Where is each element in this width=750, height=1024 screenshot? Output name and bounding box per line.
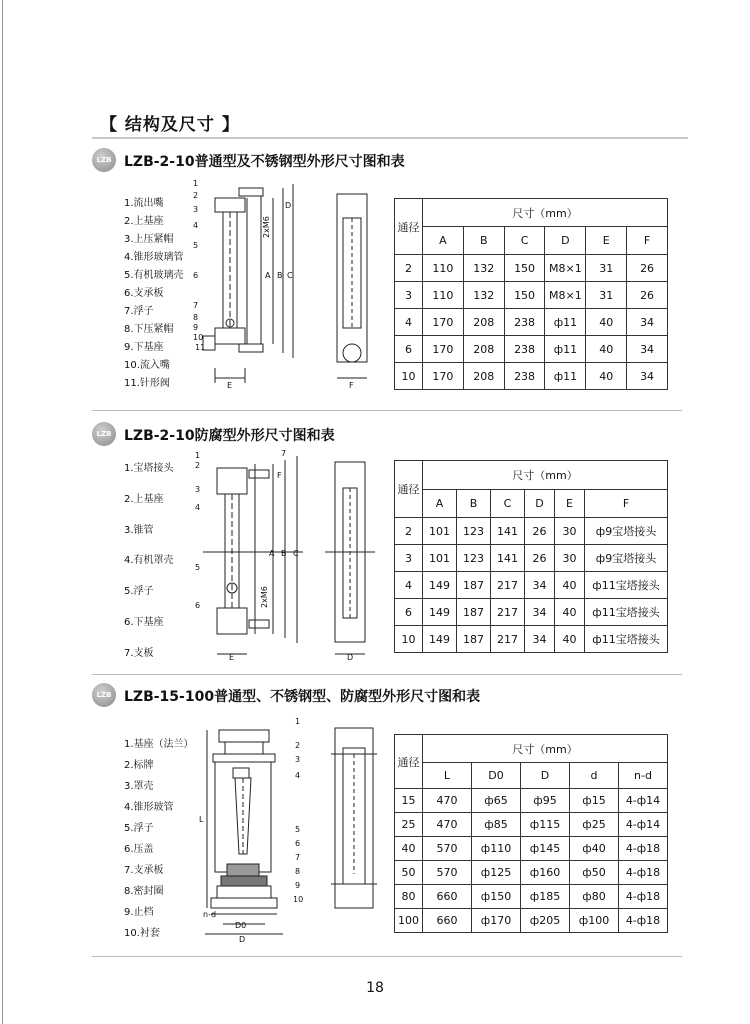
legend-item: 7.支承板 (124, 865, 164, 876)
table-cell: 40 (555, 572, 585, 599)
diagram-label: 9 (295, 881, 301, 890)
table-cell: 26 (525, 518, 555, 545)
diagram-label: 1 (295, 717, 301, 726)
table-row (395, 255, 668, 282)
table-row (395, 885, 668, 909)
table-cell: 10 (395, 363, 423, 390)
table-cell: ф85 (472, 813, 521, 837)
diameter-header: 通径 (395, 735, 423, 789)
section3-diagram (195, 714, 390, 944)
table-cell: 40 (586, 336, 627, 363)
legend-item: 6.压盖 (124, 844, 154, 855)
table-row (395, 336, 668, 363)
table-cell: 3 (395, 282, 423, 309)
dim-label-c: C (293, 549, 299, 558)
legend-item: 3.罩壳 (124, 781, 154, 792)
table-cell: 4-ф18 (619, 861, 668, 885)
table-cell: 34 (627, 336, 668, 363)
bottom-divider (92, 956, 682, 957)
size-header: 尺寸（mm） (423, 461, 668, 490)
legend-item: 3.锥管 (124, 525, 154, 536)
table-cell: 26 (627, 255, 668, 282)
legend-item: 3.上压紧帽 (124, 234, 174, 245)
table-cell: 110 (423, 282, 464, 309)
table-cell: 10 (395, 626, 423, 653)
dim-label-e: E (227, 381, 233, 390)
table-cell: 31 (586, 255, 627, 282)
dim-label-a: A (269, 549, 275, 558)
table-cell: 470 (423, 813, 472, 837)
table-cell: 4-ф14 (619, 813, 668, 837)
table-cell: 150 (504, 255, 545, 282)
dim-label-thread: 2xM6 (260, 586, 269, 608)
table-cell: 40 (586, 309, 627, 336)
table-cell: 187 (457, 599, 491, 626)
table-cell: ф40 (570, 837, 619, 861)
legend-item: 2.标牌 (124, 760, 154, 771)
legend-item: 6.下基座 (124, 617, 164, 628)
table-cell: ф50 (570, 861, 619, 885)
dim-label-d0: D0 (235, 921, 247, 930)
table-cell: 25 (395, 813, 423, 837)
section1-spec-table (394, 198, 668, 390)
section-divider (92, 674, 682, 675)
table-cell: ф11 (545, 336, 586, 363)
table-cell: 34 (525, 626, 555, 653)
table-cell: 4-ф18 (619, 909, 668, 933)
dim-label-d: D (239, 935, 246, 944)
table-cell: ф170 (472, 909, 521, 933)
lzb-badge-icon: LZB (92, 422, 116, 446)
table-cell: ф125 (472, 861, 521, 885)
table-cell: 4-ф14 (619, 789, 668, 813)
section-divider (92, 410, 682, 411)
column-header: A (423, 490, 457, 518)
column-header: D (545, 227, 586, 255)
table-row (395, 572, 668, 599)
diagram-label: 8 (295, 867, 301, 876)
table-cell: 2 (395, 518, 423, 545)
dim-label-f: F (277, 471, 282, 480)
table-row (395, 789, 668, 813)
table-cell: 80 (395, 885, 423, 909)
table-cell: 100 (395, 909, 423, 933)
section2-spec-table (394, 460, 668, 653)
legend-item: 11.针形阀 (124, 378, 170, 389)
table-cell: 570 (423, 837, 472, 861)
dim-label-e: E (229, 653, 235, 662)
section1-header (92, 148, 692, 174)
table-cell: ф160 (521, 861, 570, 885)
diagram-label: 6 (295, 839, 301, 848)
diagram-label: 2 (295, 741, 301, 750)
table-cell: 150 (504, 282, 545, 309)
table-cell: 15 (395, 789, 423, 813)
diagram-label: 4 (193, 221, 199, 230)
column-header: D (521, 763, 570, 789)
table-cell: 217 (491, 599, 525, 626)
table-cell: ф25 (570, 813, 619, 837)
diagram-label: 1 (195, 451, 201, 460)
legend-item: 9.下基座 (124, 342, 164, 353)
table-row (395, 282, 668, 309)
legend-item: 10.流入嘴 (124, 360, 170, 371)
table-row (395, 309, 668, 336)
table-cell: ф205 (521, 909, 570, 933)
diagram-label: 6 (195, 601, 201, 610)
legend-item: 8.密封圈 (124, 886, 164, 897)
table-row (395, 363, 668, 390)
table-row (395, 813, 668, 837)
table-cell: 132 (463, 282, 504, 309)
table-cell: ф95 (521, 789, 570, 813)
table-cell: 40 (555, 626, 585, 653)
table-cell: ф65 (472, 789, 521, 813)
table-cell: 170 (423, 309, 464, 336)
legend-item: 4.锥形玻璃管 (124, 252, 184, 263)
table-cell: 30 (555, 545, 585, 572)
table-cell: 149 (423, 599, 457, 626)
table-cell: ф15 (570, 789, 619, 813)
column-header: A (423, 227, 464, 255)
section1-title: LZB-2-10普通型及不锈钢型外形尺寸图和表 (124, 154, 405, 170)
diagram-label: 3 (295, 755, 301, 764)
table-cell: 217 (491, 626, 525, 653)
dim-label-d: D (347, 653, 354, 662)
diagram-label: 4 (295, 771, 301, 780)
diagram-label: 6 (193, 271, 199, 280)
title-divider (92, 137, 688, 139)
table-cell: 101 (423, 545, 457, 572)
legend-item: 5.浮子 (124, 586, 154, 597)
diagram-label: 7 (281, 449, 287, 458)
table-cell: 141 (491, 518, 525, 545)
diagram-label: 7 (295, 853, 301, 862)
section3-title: LZB-15-100普通型、不锈钢型、防腐型外形尺寸图和表 (124, 689, 481, 705)
legend-item: 7.浮子 (124, 306, 154, 317)
table-cell: 208 (463, 363, 504, 390)
table-cell: 31 (586, 282, 627, 309)
diagram-label: 2 (195, 461, 201, 470)
diagram-label: 10 (193, 333, 204, 342)
table-row (395, 909, 668, 933)
table-row (395, 545, 668, 572)
dim-label-nd: n-d (203, 910, 217, 919)
table-cell: 141 (491, 545, 525, 572)
diagram-label: 2 (193, 191, 199, 200)
column-header: L (423, 763, 472, 789)
legend-item: 7.支板 (124, 648, 154, 659)
diagram-label: 1 (193, 179, 199, 188)
legend-item: 10.衬套 (124, 928, 160, 939)
table-row (395, 861, 668, 885)
section2-header (92, 422, 692, 448)
section2-diagram (185, 448, 385, 662)
legend-item: 4.锥形玻管 (124, 802, 174, 813)
diagram-label: 11 (195, 343, 206, 352)
section3-header (92, 683, 692, 709)
table-cell: 170 (423, 336, 464, 363)
table-cell: M8×1 (545, 255, 586, 282)
legend-item: 9.止档 (124, 907, 154, 918)
table-cell: 110 (423, 255, 464, 282)
table-cell: 570 (423, 861, 472, 885)
table-cell: ф80 (570, 885, 619, 909)
table-cell: 149 (423, 572, 457, 599)
table-cell: 4 (395, 572, 423, 599)
table-cell: ф110 (472, 837, 521, 861)
table-cell: 34 (627, 309, 668, 336)
column-header: B (457, 490, 491, 518)
diameter-header: 通径 (395, 199, 423, 255)
dim-label-c: C (287, 271, 293, 280)
table-cell: M8×1 (545, 282, 586, 309)
page-number: 18 (366, 980, 384, 996)
table-cell: 101 (423, 518, 457, 545)
diagram-label: 4 (195, 503, 201, 512)
column-header: d (570, 763, 619, 789)
table-row (395, 599, 668, 626)
size-header: 尺寸（mm） (423, 199, 668, 227)
dim-label-l: L (199, 815, 204, 824)
table-cell: 34 (525, 572, 555, 599)
section2-title: LZB-2-10防腐型外形尺寸图和表 (124, 428, 335, 444)
dim-label-f: F (349, 381, 354, 390)
legend-item: 1.流出嘴 (124, 198, 164, 209)
table-row (395, 837, 668, 861)
table-cell: 50 (395, 861, 423, 885)
lzb-badge-icon: LZB (92, 683, 116, 707)
legend-item: 8.下压紧帽 (124, 324, 174, 335)
table-cell: 34 (525, 599, 555, 626)
table-cell: 660 (423, 909, 472, 933)
legend-item: 5.浮子 (124, 823, 154, 834)
table-cell: 40 (555, 599, 585, 626)
table-cell: 6 (395, 336, 423, 363)
table-cell: 123 (457, 518, 491, 545)
table-cell: ф9宝塔接头 (585, 545, 668, 572)
table-cell: ф11宝塔接头 (585, 599, 668, 626)
table-cell: ф11宝塔接头 (585, 572, 668, 599)
table-cell: ф9宝塔接头 (585, 518, 668, 545)
table-cell: 660 (423, 885, 472, 909)
table-cell: 238 (504, 363, 545, 390)
diagram-label: 5 (195, 563, 201, 572)
table-cell: 30 (555, 518, 585, 545)
dim-label-b: B (277, 271, 283, 280)
column-header: F (627, 227, 668, 255)
diagram-label: 10 (293, 895, 304, 904)
diagram-label: 7 (193, 301, 199, 310)
column-header: C (491, 490, 525, 518)
table-cell: 6 (395, 599, 423, 626)
diameter-header: 通径 (395, 461, 423, 518)
table-cell: 208 (463, 309, 504, 336)
diagram-label: 5 (193, 241, 199, 250)
legend-item: 2.上基座 (124, 216, 164, 227)
column-header: B (463, 227, 504, 255)
section3-spec-table (394, 734, 668, 933)
table-cell: 26 (525, 545, 555, 572)
size-header: 尺寸（mm） (423, 735, 668, 763)
table-cell: 26 (627, 282, 668, 309)
table-cell: 149 (423, 626, 457, 653)
column-header: n-d (619, 763, 668, 789)
lzb-badge-icon: LZB (92, 148, 116, 172)
table-cell: 238 (504, 309, 545, 336)
table-cell: ф145 (521, 837, 570, 861)
page-title: 【 结构及尺寸 】 (100, 115, 240, 135)
page-edge-line (2, 0, 3, 1024)
table-cell: ф11 (545, 309, 586, 336)
table-cell: 4-ф18 (619, 885, 668, 909)
table-cell: 187 (457, 626, 491, 653)
column-header: F (585, 490, 668, 518)
table-cell: 3 (395, 545, 423, 572)
diagram-label: 5 (295, 825, 301, 834)
legend-item: 1.基座（法兰） (124, 739, 194, 750)
column-header: D (525, 490, 555, 518)
table-cell: 4 (395, 309, 423, 336)
diagram-label: 3 (195, 485, 201, 494)
table-cell: 170 (423, 363, 464, 390)
dim-label-b: B (281, 549, 287, 558)
table-cell: ф11宝塔接头 (585, 626, 668, 653)
legend-item: 6.支承板 (124, 288, 164, 299)
table-cell: 208 (463, 336, 504, 363)
table-cell: 217 (491, 572, 525, 599)
table-cell: ф100 (570, 909, 619, 933)
legend-item: 5.有机玻璃壳 (124, 270, 184, 281)
table-row (395, 518, 668, 545)
column-header: E (586, 227, 627, 255)
table-cell: ф11 (545, 363, 586, 390)
table-cell: 40 (586, 363, 627, 390)
legend-item: 2.上基座 (124, 494, 164, 505)
table-cell: 123 (457, 545, 491, 572)
legend-item: 4.有机罩壳 (124, 555, 174, 566)
table-cell: 132 (463, 255, 504, 282)
diagram-label: 9 (193, 323, 199, 332)
table-cell: 4-ф18 (619, 837, 668, 861)
dim-label-thread: 2xM6 (262, 216, 271, 238)
table-cell: 40 (395, 837, 423, 861)
table-cell: ф185 (521, 885, 570, 909)
column-header: D0 (472, 763, 521, 789)
table-row (395, 626, 668, 653)
table-cell: 238 (504, 336, 545, 363)
legend-item: 1.宝塔接头 (124, 463, 174, 474)
diagram-label: 3 (193, 205, 199, 214)
table-cell: 187 (457, 572, 491, 599)
dim-label-d: D (285, 201, 292, 210)
table-cell: 34 (627, 363, 668, 390)
dim-label-a: A (265, 271, 271, 280)
section1-diagram (185, 178, 385, 390)
table-cell: 2 (395, 255, 423, 282)
column-header: C (504, 227, 545, 255)
table-cell: 470 (423, 789, 472, 813)
column-header: E (555, 490, 585, 518)
diagram-label: 8 (193, 313, 199, 322)
table-cell: ф115 (521, 813, 570, 837)
table-cell: ф150 (472, 885, 521, 909)
